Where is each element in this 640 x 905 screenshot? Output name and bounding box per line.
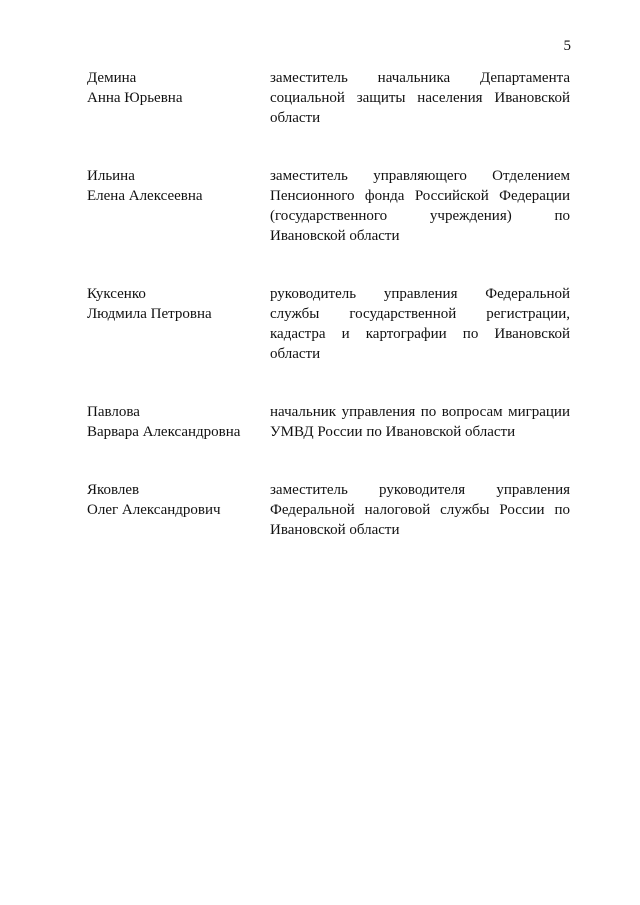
member-surname: Демина <box>87 70 137 86</box>
member-name <box>87 480 270 520</box>
member-surname: Куксенко <box>87 286 146 302</box>
member-surname: Павлова <box>87 404 140 420</box>
member-given-names: Елена Алексеевна <box>87 188 203 204</box>
member-name <box>87 68 270 108</box>
member-entry <box>87 68 570 128</box>
member-position: заместитель руководителя управления Федеральной налоговой службы России по Ивановской области <box>270 482 570 538</box>
member-list <box>87 68 570 540</box>
member-entry <box>87 480 570 540</box>
page-number: 5 <box>563 38 571 54</box>
member-position: заместитель управляющего Отделением Пенсионного фонда Российской Федерации (государственного учреждения) по Ивановской области <box>270 168 570 244</box>
member-given-names: Варвара Александровна <box>87 424 241 440</box>
member-entry <box>87 402 570 442</box>
member-position: заместитель начальника Департамента социальной защиты населения Ивановской области <box>270 70 570 126</box>
member-entry <box>87 166 570 246</box>
member-name <box>87 166 270 206</box>
member-given-names: Олег Александрович <box>87 502 221 518</box>
member-position: начальник управления по вопросам миграции УМВД России по Ивановской области <box>270 404 570 440</box>
member-given-names: Анна Юрьевна <box>87 90 183 106</box>
member-name <box>87 402 270 442</box>
member-name <box>87 284 270 324</box>
member-surname: Ильина <box>87 168 135 184</box>
member-surname: Яковлев <box>87 482 140 498</box>
member-given-names: Людмила Петровна <box>87 306 212 322</box>
member-position: руководитель управления Федеральной службы государственной регистрации, кадастра и картографии по Ивановской области <box>270 286 570 362</box>
member-entry <box>87 284 570 364</box>
